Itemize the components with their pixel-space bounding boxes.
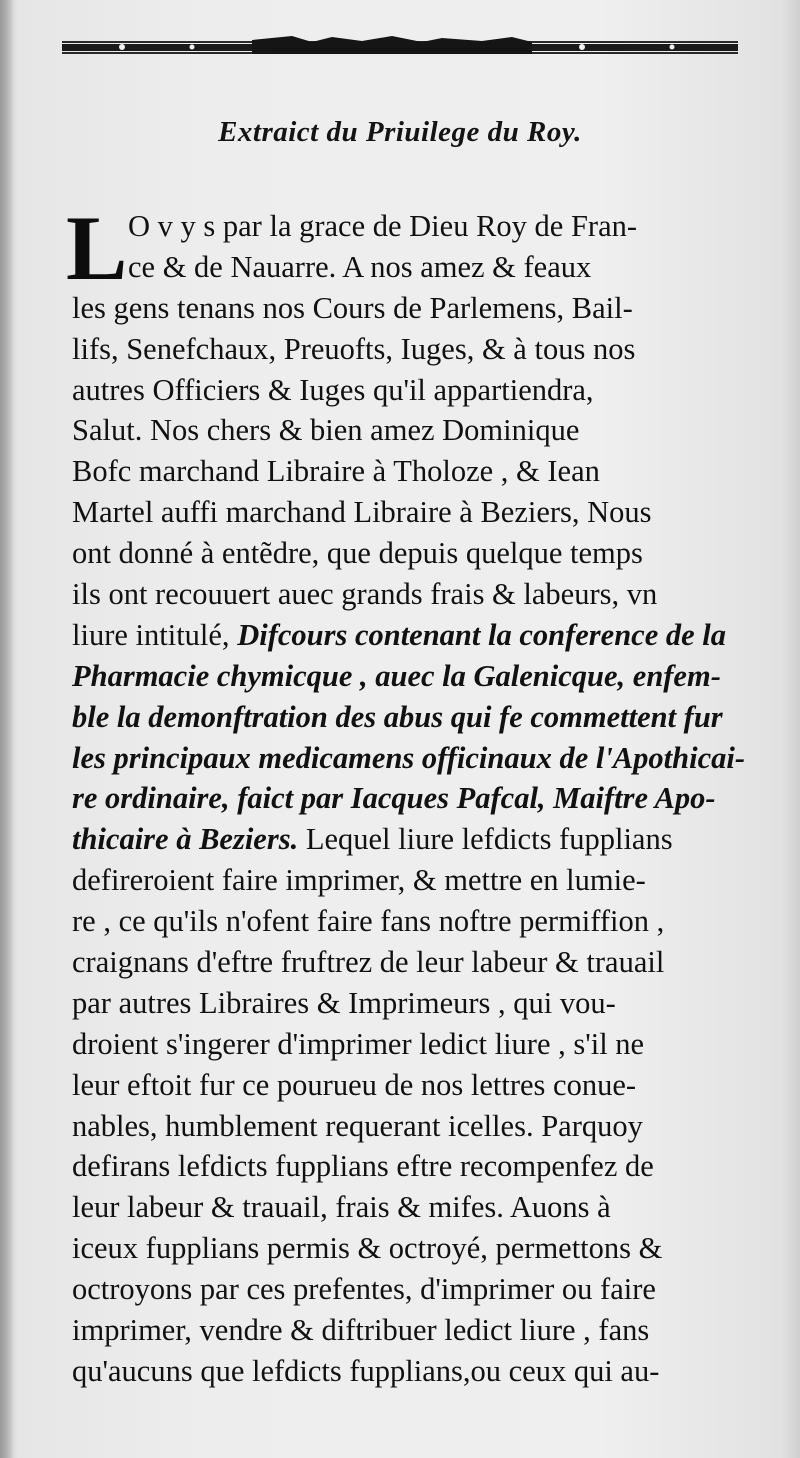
text-line	[72, 819, 762, 860]
line-text: octroyons par ces prefentes, d'imprimer ou faire	[72, 1272, 656, 1307]
text-line	[72, 288, 762, 329]
text-line	[72, 983, 762, 1024]
line-text: Bofc marchand Libraire à Tholoze , & Iean	[72, 454, 600, 489]
book-title-italic: les principaux medicamens officinaux de l'Apothicai-	[72, 740, 745, 775]
book-title-italic: Pharmacie chymicque , auec la Galenicque, enfem-	[72, 658, 721, 693]
book-title-italic: ble la demonftration des abus qui fe commettent fur	[72, 699, 723, 734]
text-line	[72, 860, 762, 901]
line-text: leur eftoit fur ce pourueu de nos lettres conue-	[72, 1067, 637, 1102]
line-text: liure intitulé,	[72, 617, 238, 652]
text-line	[72, 1187, 762, 1228]
text-line	[72, 1106, 762, 1147]
text-line	[72, 1228, 762, 1269]
privilege-title: Extraict du Priuilege du Roy.	[218, 116, 582, 148]
text-line	[72, 1310, 762, 1351]
line-text: autres Officiers & Iuges qu'il appartiendra,	[72, 372, 594, 407]
line-text: Salut. Nos chers & bien amez Dominique	[72, 413, 580, 448]
text-line	[72, 778, 762, 819]
line-text: defireroient faire imprimer, & mettre en lumie-	[72, 863, 646, 898]
line-text: qu'aucuns que lefdicts fupplians,ou ceux qui au-	[72, 1353, 660, 1388]
line-text: droient s'ingerer d'imprimer ledict liure , s'il ne	[72, 1026, 645, 1061]
text-line	[72, 942, 762, 983]
text-line	[72, 1269, 762, 1310]
privilege-body	[66, 197, 762, 1392]
line-text: Martel auffi marchand Libraire à Beziers, Nous	[72, 495, 652, 530]
text-line	[72, 492, 762, 533]
text-line	[72, 1351, 762, 1392]
text-line	[72, 247, 762, 288]
line-text: leur labeur & trauail, frais & mifes. Auons à	[72, 1190, 611, 1225]
text-line	[72, 656, 762, 697]
header-ornament-rule	[62, 36, 738, 58]
text-line	[72, 329, 762, 370]
text-line	[72, 533, 762, 574]
text-line	[72, 901, 762, 942]
text-line	[72, 615, 762, 656]
line-text: craignans d'eftre fruftrez de leur labeur & trauail	[72, 945, 665, 980]
line-text: lifs, Senefchaux, Preuofts, Iuges, & à tous nos	[72, 331, 636, 366]
text-line	[72, 738, 762, 779]
line-text: imprimer, vendre & diftribuer ledict liure , fans	[72, 1313, 650, 1348]
line-text: Lequel liure lefdicts fupplians	[298, 822, 673, 857]
text-line	[72, 1024, 762, 1065]
line-text: ils ont recouuert auec grands frais & labeurs, vn	[72, 577, 658, 612]
book-title-italic: Difcours contenant la conference de la	[237, 617, 726, 652]
text-line	[72, 574, 762, 615]
book-title-italic: re ordinaire, faict par Iacques Pafcal, Maiftre Apo-	[72, 781, 716, 816]
text-line	[72, 697, 762, 738]
line-text: O v y s par la grace de Dieu Roy de Fran-	[128, 209, 638, 243]
line-text: les gens tenans nos Cours de Parlemens, Bail-	[72, 290, 633, 325]
line-text: re , ce qu'ils n'ofent faire fans noftre permiffion ,	[72, 904, 665, 939]
line-text: par autres Libraires & Imprimeurs , qui vou-	[72, 985, 616, 1020]
text-line	[72, 1146, 762, 1187]
line-text: iceux fupplians permis & octroyé, permettons &	[72, 1231, 663, 1266]
text-line	[72, 1065, 762, 1106]
book-title-italic: thicaire à Beziers.	[72, 822, 299, 857]
line-text: ont donné à entẽdre, que depuis quelque temps	[72, 536, 643, 571]
line-text: ce & de Nauarre. A nos amez & feaux	[128, 249, 592, 284]
line-text: defirans lefdicts fupplians eftre recompenfez de	[72, 1149, 654, 1184]
line-text: nables, humblement requerant icelles. Parquoy	[72, 1108, 643, 1143]
text-line	[72, 370, 762, 411]
drop-cap: L	[66, 197, 128, 299]
text-line	[72, 410, 762, 451]
text-line	[72, 451, 762, 492]
